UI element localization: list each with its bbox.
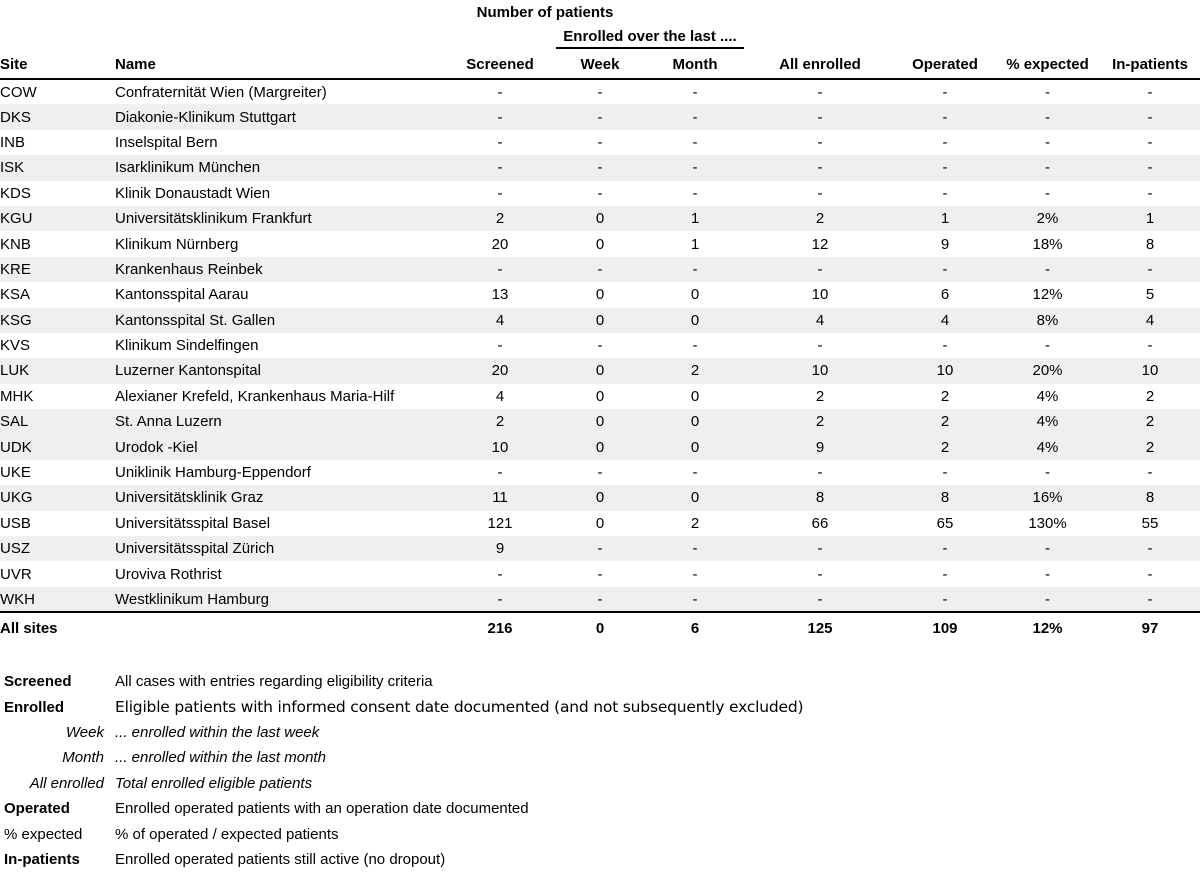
value-cell: 2 bbox=[815, 413, 825, 431]
site-code-cell: KSG bbox=[0, 311, 32, 329]
site-code-cell: USZ bbox=[0, 540, 30, 558]
value-cell: - bbox=[1045, 184, 1050, 202]
legend-term: % expected bbox=[4, 825, 83, 843]
table-row bbox=[0, 384, 1200, 409]
value-cell: 65 bbox=[936, 514, 954, 532]
site-code-cell: USB bbox=[0, 514, 31, 532]
value-cell: - bbox=[817, 159, 823, 177]
legend-item bbox=[0, 720, 1200, 745]
value-cell: 0 bbox=[690, 311, 700, 329]
value-cell: - bbox=[692, 260, 698, 278]
table-row bbox=[0, 282, 1200, 307]
value-cell: - bbox=[597, 337, 603, 355]
value-cell: - bbox=[942, 590, 948, 608]
table-row bbox=[0, 485, 1200, 510]
legend-item bbox=[0, 771, 1200, 796]
site-code-cell: KGU bbox=[0, 210, 33, 228]
value-cell: 0 bbox=[690, 438, 700, 456]
value-cell: - bbox=[692, 337, 698, 355]
value-cell: 0 bbox=[690, 387, 700, 405]
value-cell: 2 bbox=[940, 413, 950, 431]
value-cell: 2 bbox=[940, 438, 950, 456]
column-header-operated: Operated bbox=[895, 51, 995, 79]
spacer-cell bbox=[0, 0, 445, 25]
value-cell: - bbox=[692, 565, 698, 583]
value-cell: 4 bbox=[940, 311, 950, 329]
column-header-pct-expected: % expected bbox=[995, 51, 1100, 79]
legend-definition: Enrolled operated patients still active (no dropout) bbox=[115, 850, 446, 868]
site-code-cell: KSA bbox=[0, 286, 31, 304]
table-row bbox=[0, 206, 1200, 231]
total-month: 6 bbox=[645, 612, 745, 643]
value-cell: - bbox=[692, 540, 698, 558]
table-row bbox=[0, 130, 1200, 155]
total-in-patients: 97 bbox=[1100, 612, 1200, 643]
column-header-all-enrolled: All enrolled bbox=[745, 51, 895, 79]
value-cell: 6 bbox=[940, 286, 950, 304]
column-header-in-patients: In-patients bbox=[1100, 51, 1200, 79]
site-name-cell: Klinikum Nürnberg bbox=[115, 235, 239, 253]
value-cell: 1 bbox=[690, 210, 700, 228]
site-name-cell: Uniklinik Hamburg-Eppendorf bbox=[115, 464, 311, 482]
column-header-row bbox=[0, 51, 1200, 79]
legend-item bbox=[0, 745, 1200, 770]
legend-definition: % of operated / expected patients bbox=[115, 825, 339, 843]
table-row bbox=[0, 536, 1200, 561]
value-cell: 1 bbox=[1145, 210, 1155, 228]
table-body bbox=[0, 79, 1200, 612]
legend-definition: Enrolled operated patients with an operation date documented bbox=[115, 800, 529, 818]
column-header-site: Site bbox=[0, 51, 115, 79]
value-cell: - bbox=[497, 337, 503, 355]
table-row bbox=[0, 587, 1200, 612]
value-cell: - bbox=[497, 590, 503, 608]
value-cell: - bbox=[817, 565, 823, 583]
value-cell: 130% bbox=[1028, 514, 1067, 532]
total-all-enrolled: 125 bbox=[745, 612, 895, 643]
value-cell: 10 bbox=[936, 362, 954, 380]
value-cell: 2 bbox=[495, 210, 505, 228]
spacer-cell bbox=[0, 25, 555, 51]
value-cell: - bbox=[1045, 565, 1050, 583]
value-cell: - bbox=[1147, 590, 1153, 608]
value-cell: 8 bbox=[815, 489, 825, 507]
value-cell: - bbox=[597, 83, 603, 101]
value-cell: - bbox=[497, 159, 503, 177]
all-sites-row bbox=[0, 612, 1200, 643]
value-cell: - bbox=[817, 83, 823, 101]
value-cell: 18% bbox=[1032, 235, 1063, 253]
value-cell: 4% bbox=[1036, 387, 1059, 405]
value-cell: - bbox=[1147, 133, 1153, 151]
value-cell: - bbox=[1147, 83, 1153, 101]
value-cell: 1 bbox=[690, 235, 700, 253]
table-row bbox=[0, 181, 1200, 206]
value-cell: 2 bbox=[940, 387, 950, 405]
value-cell: - bbox=[692, 159, 698, 177]
legend-definition: Eligible patients with informed consent date documented (and not subsequently excluded) bbox=[115, 697, 804, 716]
value-cell: - bbox=[692, 464, 698, 482]
value-cell: - bbox=[1045, 159, 1050, 177]
value-cell: 0 bbox=[595, 387, 605, 405]
all-sites-label: All sites bbox=[0, 612, 445, 643]
value-cell: 2 bbox=[690, 514, 700, 532]
site-code-cell: KVS bbox=[0, 337, 31, 355]
group-header-cell bbox=[555, 25, 745, 51]
site-name-cell: Kantonsspital Aarau bbox=[115, 286, 249, 304]
value-cell: - bbox=[942, 108, 948, 126]
table-row bbox=[0, 511, 1200, 536]
value-cell: - bbox=[1045, 590, 1050, 608]
value-cell: - bbox=[942, 133, 948, 151]
value-cell: 10 bbox=[811, 362, 829, 380]
site-code-cell: ISK bbox=[0, 159, 25, 177]
legend-item bbox=[0, 822, 1200, 847]
value-cell: 66 bbox=[811, 514, 829, 532]
value-cell: - bbox=[597, 565, 603, 583]
site-name-cell: Urodok -Kiel bbox=[115, 438, 198, 456]
legend-definition: All cases with entries regarding eligibility criteria bbox=[115, 673, 433, 691]
value-cell: 5 bbox=[1145, 286, 1155, 304]
legend bbox=[0, 669, 1200, 872]
column-header-name: Name bbox=[115, 51, 445, 79]
value-cell: 0 bbox=[690, 413, 700, 431]
value-cell: 0 bbox=[595, 286, 605, 304]
value-cell: - bbox=[1147, 540, 1153, 558]
value-cell: 2 bbox=[1145, 413, 1155, 431]
value-cell: - bbox=[1147, 565, 1153, 583]
value-cell: - bbox=[1147, 108, 1153, 126]
legend-term: In-patients bbox=[4, 850, 80, 868]
value-cell: 0 bbox=[690, 489, 700, 507]
value-cell: - bbox=[1147, 464, 1153, 482]
value-cell: - bbox=[497, 83, 503, 101]
legend-term: Enrolled bbox=[4, 698, 65, 716]
site-name-cell: Inselspital Bern bbox=[115, 133, 218, 151]
column-header-month: Month bbox=[645, 51, 745, 79]
site-code-cell: KRE bbox=[0, 260, 31, 278]
value-cell: 8 bbox=[940, 489, 950, 507]
site-name-cell: Confraternität Wien (Margreiter) bbox=[115, 83, 327, 101]
legend-item bbox=[0, 847, 1200, 872]
value-cell: - bbox=[817, 184, 823, 202]
table-title-row bbox=[0, 0, 1200, 25]
value-cell: 20% bbox=[1032, 362, 1063, 380]
value-cell: - bbox=[497, 565, 503, 583]
column-header-week: Week bbox=[555, 51, 645, 79]
legend-definition: ... enrolled within the last month bbox=[115, 749, 326, 767]
table-row bbox=[0, 155, 1200, 180]
site-name-cell: Universitätsspital Zürich bbox=[115, 540, 275, 558]
value-cell: - bbox=[817, 260, 823, 278]
legend-term: Month bbox=[62, 749, 104, 767]
value-cell: - bbox=[1045, 260, 1050, 278]
value-cell: - bbox=[597, 133, 603, 151]
site-name-cell: Kantonsspital St. Gallen bbox=[115, 311, 276, 329]
value-cell: - bbox=[497, 108, 503, 126]
site-name-cell: Luzerner Kantonspital bbox=[115, 362, 261, 380]
site-name-cell: Universitätsklinikum Frankfurt bbox=[115, 210, 312, 228]
value-cell: 0 bbox=[595, 413, 605, 431]
legend-term: Operated bbox=[4, 800, 70, 818]
value-cell: - bbox=[597, 260, 603, 278]
value-cell: 0 bbox=[690, 286, 700, 304]
total-screened: 216 bbox=[445, 612, 555, 643]
value-cell: 0 bbox=[595, 514, 605, 532]
value-cell: 9 bbox=[495, 540, 505, 558]
site-name-cell: Uroviva Rothrist bbox=[115, 565, 222, 583]
value-cell: - bbox=[1045, 464, 1050, 482]
value-cell: - bbox=[1147, 260, 1153, 278]
value-cell: - bbox=[942, 159, 948, 177]
value-cell: - bbox=[1045, 540, 1050, 558]
value-cell: 2 bbox=[495, 413, 505, 431]
site-code-cell: MHK bbox=[0, 387, 34, 405]
value-cell: 8 bbox=[1145, 235, 1155, 253]
value-cell: 55 bbox=[1141, 514, 1159, 532]
value-cell: 10 bbox=[491, 438, 509, 456]
table-row bbox=[0, 308, 1200, 333]
site-code-cell: UKE bbox=[0, 464, 31, 482]
value-cell: 0 bbox=[595, 489, 605, 507]
value-cell: 0 bbox=[595, 438, 605, 456]
value-cell: - bbox=[1147, 184, 1153, 202]
value-cell: 20 bbox=[491, 362, 509, 380]
legend-term: Week bbox=[65, 723, 104, 741]
site-code-cell: WKH bbox=[0, 590, 35, 608]
value-cell: 4% bbox=[1036, 413, 1059, 431]
value-cell: 0 bbox=[595, 210, 605, 228]
site-name-cell: Westklinikum Hamburg bbox=[115, 590, 269, 608]
value-cell: - bbox=[692, 133, 698, 151]
value-cell: - bbox=[817, 464, 823, 482]
legend-term: Screened bbox=[4, 673, 72, 691]
value-cell: - bbox=[942, 83, 948, 101]
table-row bbox=[0, 561, 1200, 586]
value-cell: - bbox=[597, 590, 603, 608]
value-cell: 0 bbox=[595, 362, 605, 380]
value-cell: 2 bbox=[815, 387, 825, 405]
value-cell: 12 bbox=[811, 235, 829, 253]
site-name-cell: Krankenhaus Reinbek bbox=[115, 260, 263, 278]
site-code-cell: UVR bbox=[0, 565, 32, 583]
value-cell: - bbox=[1045, 337, 1050, 355]
value-cell: 4 bbox=[495, 387, 505, 405]
table-row bbox=[0, 358, 1200, 383]
value-cell: - bbox=[1147, 159, 1153, 177]
value-cell: - bbox=[942, 184, 948, 202]
value-cell: 1 bbox=[940, 210, 950, 228]
table-row bbox=[0, 79, 1200, 104]
group-header-label: Enrolled over the last .... bbox=[556, 28, 743, 49]
value-cell: 4 bbox=[815, 311, 825, 329]
site-code-cell: SAL bbox=[0, 413, 29, 431]
value-cell: - bbox=[497, 464, 503, 482]
legend-definition: ... enrolled within the last week bbox=[115, 723, 320, 741]
site-code-cell: KDS bbox=[0, 184, 31, 202]
value-cell: - bbox=[692, 590, 698, 608]
legend-definition: Total enrolled eligible patients bbox=[115, 774, 313, 792]
value-cell: 0 bbox=[595, 235, 605, 253]
value-cell: - bbox=[942, 540, 948, 558]
value-cell: 12% bbox=[1032, 286, 1063, 304]
value-cell: - bbox=[1045, 108, 1050, 126]
value-cell: 16% bbox=[1032, 489, 1063, 507]
site-code-cell: UKG bbox=[0, 489, 33, 507]
legend-term: All enrolled bbox=[29, 774, 104, 792]
legend-item bbox=[0, 695, 1200, 720]
value-cell: - bbox=[692, 83, 698, 101]
value-cell: - bbox=[817, 337, 823, 355]
value-cell: - bbox=[942, 565, 948, 583]
value-cell: - bbox=[597, 540, 603, 558]
value-cell: 2 bbox=[1145, 387, 1155, 405]
site-name-cell: Universitätsspital Basel bbox=[115, 514, 271, 532]
total-operated: 109 bbox=[895, 612, 995, 643]
table-row bbox=[0, 257, 1200, 282]
value-cell: 10 bbox=[811, 286, 829, 304]
site-code-cell: KNB bbox=[0, 235, 31, 253]
value-cell: - bbox=[817, 108, 823, 126]
value-cell: 2% bbox=[1036, 210, 1059, 228]
value-cell: - bbox=[817, 540, 823, 558]
value-cell: 2 bbox=[690, 362, 700, 380]
table-row bbox=[0, 434, 1200, 459]
value-cell: 4 bbox=[1145, 311, 1155, 329]
value-cell: - bbox=[817, 590, 823, 608]
table-row bbox=[0, 409, 1200, 434]
value-cell: 13 bbox=[491, 286, 509, 304]
site-name-cell: Universitätsklinik Graz bbox=[115, 489, 264, 507]
legend-item bbox=[0, 796, 1200, 821]
site-code-cell: INB bbox=[0, 133, 26, 151]
value-cell: - bbox=[597, 464, 603, 482]
site-name-cell: Isarklinikum München bbox=[115, 159, 261, 177]
value-cell: - bbox=[817, 133, 823, 151]
value-cell: 20 bbox=[491, 235, 509, 253]
value-cell: 8% bbox=[1036, 311, 1059, 329]
value-cell: 10 bbox=[1141, 362, 1159, 380]
site-code-cell: LUK bbox=[0, 362, 30, 380]
value-cell: - bbox=[1045, 133, 1050, 151]
total-week: 0 bbox=[555, 612, 645, 643]
value-cell: 4 bbox=[495, 311, 505, 329]
value-cell: - bbox=[597, 184, 603, 202]
value-cell: - bbox=[597, 108, 603, 126]
value-cell: - bbox=[497, 184, 503, 202]
site-name-cell: Klinik Donaustadt Wien bbox=[115, 184, 271, 202]
value-cell: 9 bbox=[940, 235, 950, 253]
table-row bbox=[0, 460, 1200, 485]
value-cell: 4% bbox=[1036, 438, 1059, 456]
value-cell: 2 bbox=[815, 210, 825, 228]
column-header-screened: Screened bbox=[445, 51, 555, 79]
value-cell: 11 bbox=[492, 489, 508, 507]
value-cell: - bbox=[692, 108, 698, 126]
site-name-cell: St. Anna Luzern bbox=[115, 413, 222, 431]
value-cell: - bbox=[1045, 83, 1050, 101]
site-code-cell: DKS bbox=[0, 108, 31, 126]
site-code-cell: COW bbox=[0, 83, 37, 101]
site-name-cell: Alexianer Krefeld, Krankenhaus Maria-Hilf bbox=[115, 387, 395, 405]
table-row bbox=[0, 104, 1200, 129]
value-cell: - bbox=[942, 337, 948, 355]
total-pct-expected: 12% bbox=[995, 612, 1100, 643]
site-name-cell: Diakonie-Klinikum Stuttgart bbox=[115, 108, 296, 126]
value-cell: 8 bbox=[1145, 489, 1155, 507]
value-cell: - bbox=[942, 260, 948, 278]
value-cell: - bbox=[1147, 337, 1153, 355]
value-cell: 121 bbox=[487, 514, 513, 532]
value-cell: - bbox=[692, 184, 698, 202]
group-header-row bbox=[0, 25, 1200, 51]
legend-item bbox=[0, 669, 1200, 694]
spacer-cell bbox=[745, 25, 1200, 51]
site-code-cell: UDK bbox=[0, 438, 32, 456]
value-cell: 2 bbox=[1145, 438, 1155, 456]
value-cell: 9 bbox=[815, 438, 825, 456]
value-cell: 0 bbox=[595, 311, 605, 329]
site-name-cell: Klinikum Sindelfingen bbox=[115, 337, 259, 355]
value-cell: - bbox=[497, 260, 503, 278]
value-cell: - bbox=[942, 464, 948, 482]
value-cell: - bbox=[497, 133, 503, 151]
table-row bbox=[0, 333, 1200, 358]
table-title: Number of patients bbox=[476, 4, 614, 21]
spacer-cell bbox=[645, 0, 1200, 25]
table-row bbox=[0, 231, 1200, 256]
value-cell: - bbox=[597, 159, 603, 177]
